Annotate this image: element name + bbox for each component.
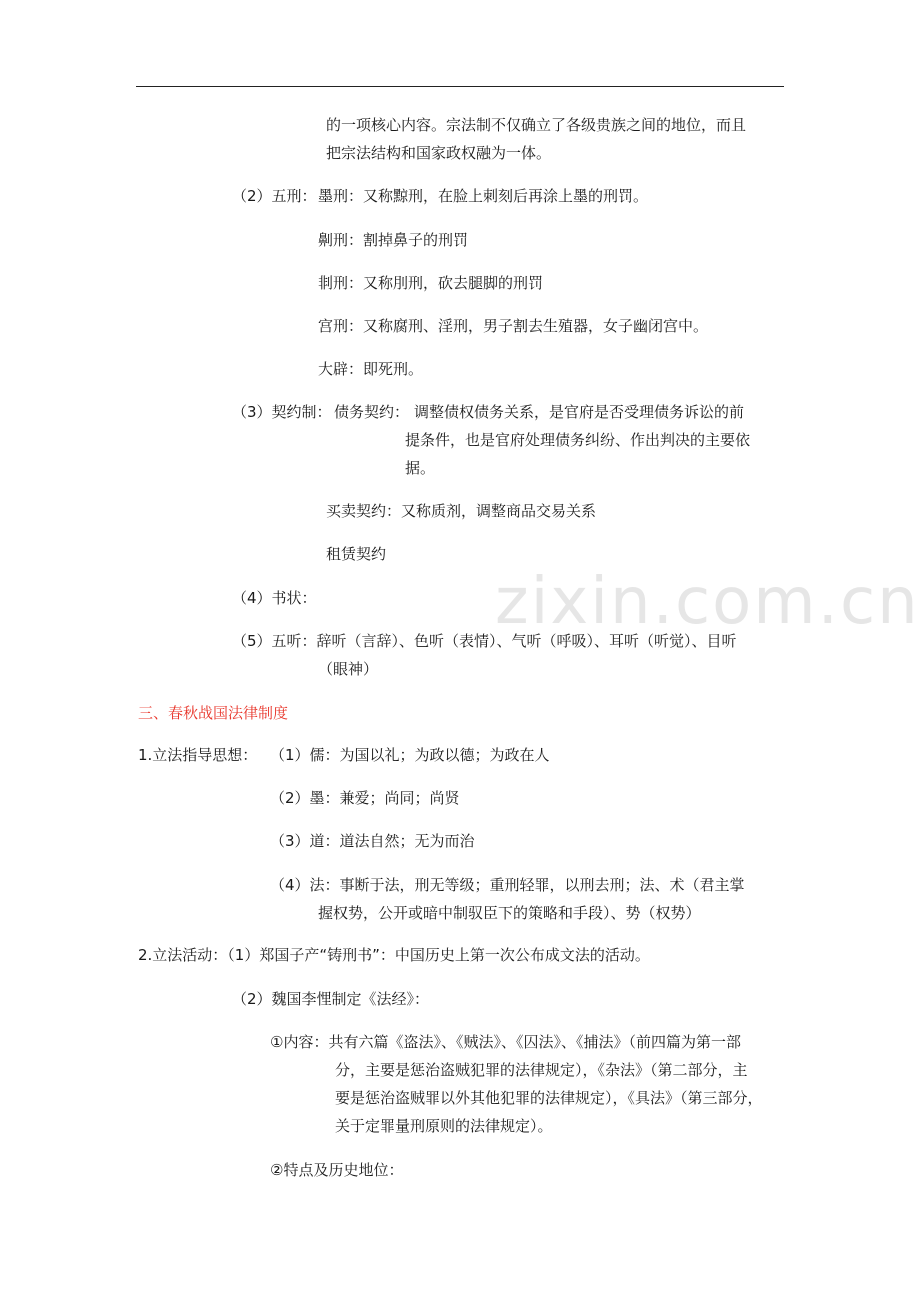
header-rule: [136, 86, 784, 87]
qiyue-zhaiwu-label: 债务契约：: [334, 403, 410, 421]
guiding-ru: （1）儒：为国以礼；为政以德；为政在人: [270, 746, 550, 764]
content-line-4: 关于定罪量刑原则的法律规定）。: [335, 1117, 553, 1135]
wuxing-yi: 劓刑：割掉鼻子的刑罚: [318, 231, 469, 249]
features-line: ②特点及历史地位：: [270, 1161, 404, 1179]
activities-fajing: （2）魏国李悝制定《法经》：: [232, 990, 430, 1008]
content-line-3: 要是惩治盗贼罪以外其他犯罪的法律规定），《具法》（第三部分，: [335, 1089, 763, 1107]
wuxing-gong: 宫刑：又称腐刑、淫刑，男子割去生殖器，女子幽闭宫中。: [318, 317, 709, 335]
wuting-line-2: （眼神）: [318, 660, 379, 678]
wuting-line-1: （5）五听：辞听（言辞）、色听（表情）、气听（呼吸）、耳听（听觉）、目听: [232, 632, 737, 650]
activities-line: 2.立法活动：（1）郑国子产“铸刑书”：中国历史上第一次公布成文法的活动。: [138, 946, 650, 964]
guiding-mo: （2）墨：兼爱；尚同；尚贤: [270, 789, 460, 807]
guiding-fa-line-2: 握权势，公开或暗中制驭臣下的策略和手段）、势（权势）: [318, 904, 701, 922]
shuzhuang: （4）书状：: [232, 589, 317, 607]
wuxing-prefix: （2）五刑：: [232, 187, 317, 205]
qiyue-zhaiwu-line-3: 据。: [405, 459, 436, 477]
wuxing-fei: 剕刑：又称刖刑，砍去腿脚的刑罚: [318, 274, 544, 292]
intro-line-1: 的一项核心内容。宗法制不仅确立了各级贵族之间的地位，而且: [326, 116, 747, 134]
guiding-dao: （3）道：道法自然；无为而治: [270, 832, 475, 850]
qiyue-zulin: 租赁契约: [326, 545, 387, 563]
wuxing-mo: 墨刑：又称黥刑，在脸上刺刻后再涂上墨的刑罚。: [318, 187, 649, 205]
content-line-2: 分，主要是惩治盗贼犯罪的法律规定），《杂法》（第二部分，主: [335, 1061, 748, 1079]
qiyue-zhaiwu-line-1: 调整债权债务关系，是官府是否受理债务诉讼的前: [414, 403, 745, 421]
wuxing-dapi: 大辟：即死刑。: [318, 360, 424, 378]
section-title: 三、春秋战国法律制度: [138, 704, 289, 722]
qiyue-maimai: 买卖契约：又称质剂，调整商品交易关系: [326, 502, 597, 520]
guiding-fa-line-1: （4）法：事断于法，刑无等级；重刑轻罪，以刑去刑；法、术（君主掌: [270, 876, 745, 894]
qiyue-zhaiwu-line-2: 提条件，也是官府处理债务纠纷、作出判决的主要依: [405, 431, 751, 449]
qiyue-prefix: （3）契约制：: [232, 403, 332, 421]
intro-line-2: 把宗法结构和国家政权融为一体。: [326, 144, 552, 162]
watermark: zixin.com.cn: [495, 565, 920, 639]
guiding-prefix: 1.立法指导思想：: [138, 746, 258, 764]
content-line-1: ①内容：共有六篇《盗法》、《贼法》、《囚法》、《捕法》（前四篇为第一部: [270, 1033, 741, 1051]
